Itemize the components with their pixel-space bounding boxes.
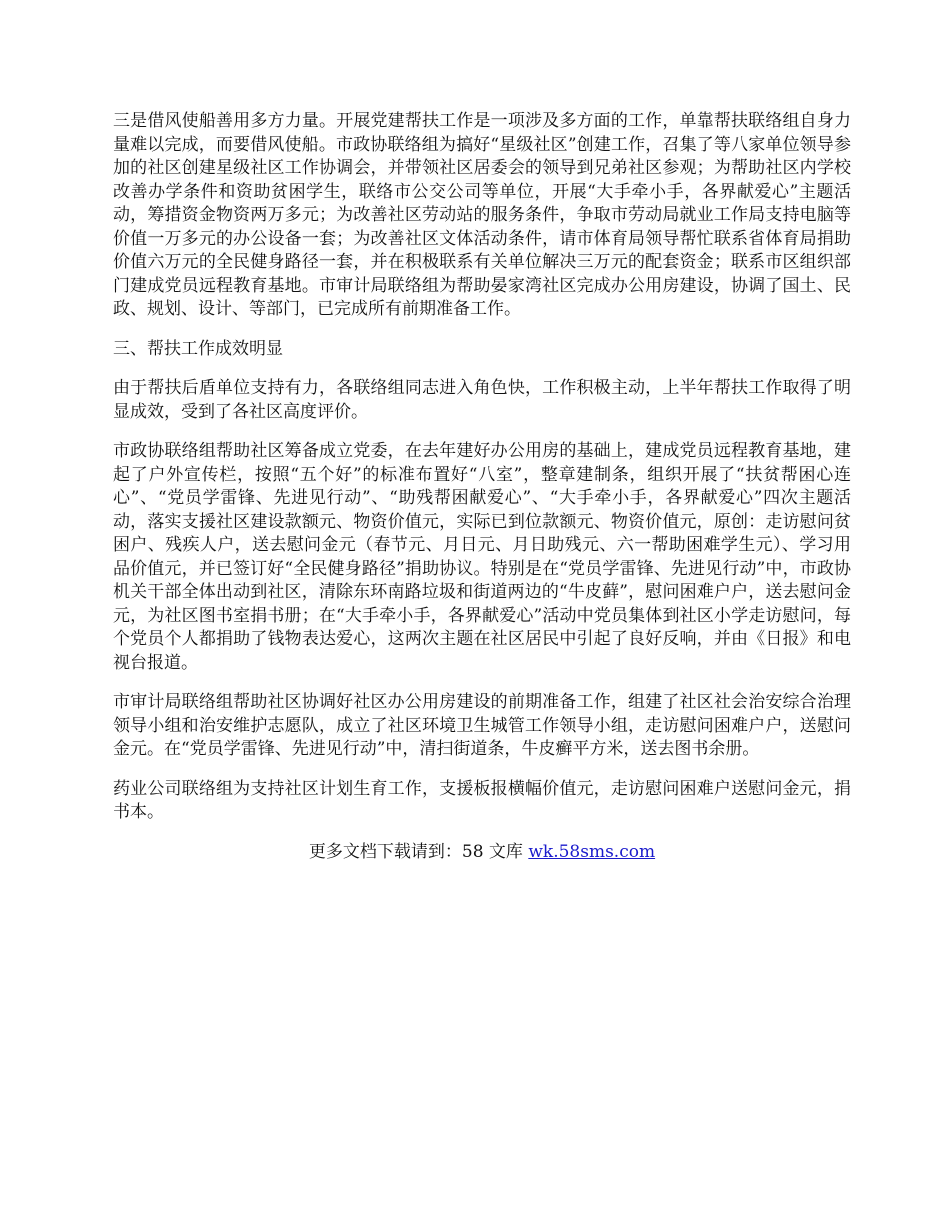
download-footer [113,841,851,865]
paragraph-audit-group: 市审计局联络组帮助社区协调好社区办公用房建设的前期准备工作，组建了社区社会治安综合治理领导小组和治安维护志愿队，成立了社区环境卫生城管工作领导小组，走访慰问困难户户，送慰问金元。在“党员学雷锋、先进见行动”中，清扫街道条，牛皮癣平方米，送去图书余册。 [113,692,851,759]
document-body [113,110,851,864]
footer-prefix: 更多文档下载请到：58 文库 [308,841,529,862]
paragraph-results-summary: 由于帮扶后盾单位支持有力，各联络组同志进入角色快，工作积极主动，上半年帮扶工作取得了明显成效，受到了各社区高度评价。 [113,378,851,422]
footer-link[interactable]: wk.58sms.com [528,841,656,862]
paragraph-pharma-group: 药业公司联络组为支持社区计划生育工作，支援板报横幅价值元，走访慰问困难户送慰问金元，捐书本。 [113,778,851,822]
paragraph-borrow-strength: 三是借风使船善用多方力量。开展党建帮扶工作是一项涉及多方面的工作，单靠帮扶联络组自身力量难以完成，而要借风使船。市政协联络组为搞好“星级社区”创建工作，召集了等八家单位领导参加的社区创建星级社区工作协调会，并带领社区居委会的领导到兄弟社区参观；为帮助社区内学校改善办学条件和资助贫困学生，联络市公交公司等单位，开展“大手牵小手，各界献爱心”主题活动，筹措资金物资两万多元；为改善社区劳动站的服务条件，争取市劳动局就业工作局支持电脑等价值一万多元的办公设备一套；为改善社区文体活动条件，请市体育局领导帮忙联系省体育局捐助价值六万元的全民健身路径一套，并在积极联系有关单位解决三万元的配套资金；联系市区组织部门建成党员远程教育基地。市审计局联络组为帮助晏家湾社区完成办公用房建设，协调了国土、民政、规划、设计、等部门，已完成所有前期准备工作。 [113,111,851,319]
section-heading-results: 三、帮扶工作成效明显 [113,338,283,359]
paragraph-cppcc-group: 市政协联络组帮助社区筹备成立党委，在去年建好办公用房的基础上，建成党员远程教育基地，建起了户外宣传栏，按照“五个好”的标准布置好“八室”，整章建制条，组织开展了“扶贫帮困心连心”、“党员学雷锋、先进见行动”、“助残帮困献爱心”、“大手牵小手，各界献爱心”四次主题活动，落实支援社区建设款额元、物资价值元，实际已到位款额元、物资价值元，原创：走访慰问贫困户、残疾人户，送去慰问金元（春节元、月日元、月日助残元、六一帮助困难学生元）、学习用品价值元，并已签订好“全民健身路径”捐助协议。特别是在“党员学雷锋、先进见行动”中，市政协机关干部全体出动到社区，清除东环南路垃圾和街道两边的“牛皮藓”，慰问困难户户，送去慰问金元，为社区图书室捐书册；在“大手牵小手，各界献爱心”活动中党员集体到社区小学走访慰问，每个党员个人都捐助了钱物表达爱心，这两次主题在社区居民中引起了良好反响，并由《日报》和电视台报道。 [113,441,851,673]
